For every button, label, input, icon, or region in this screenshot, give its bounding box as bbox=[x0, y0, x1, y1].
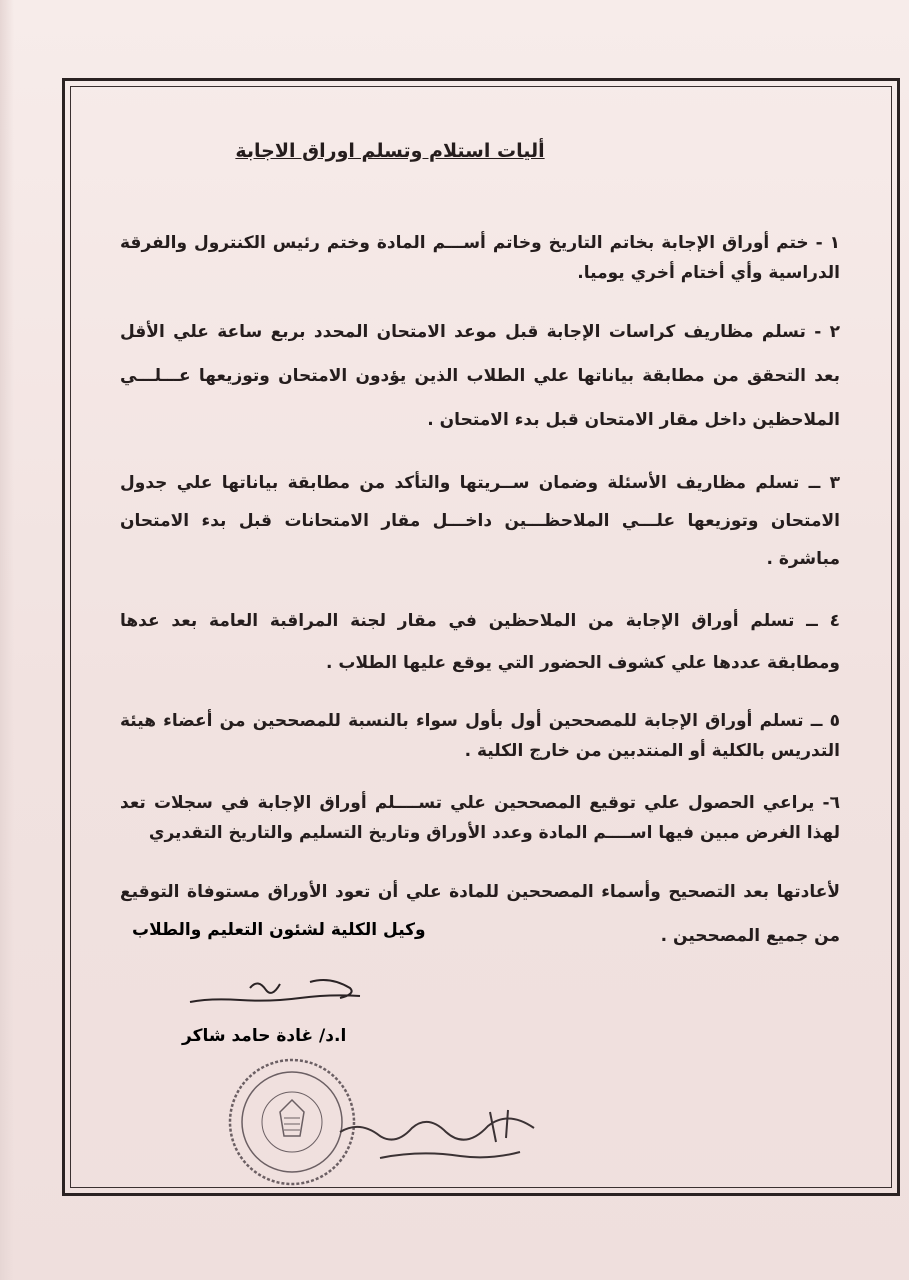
handwritten-signature bbox=[180, 958, 380, 1018]
document-title: أليات استلام وتسلم اوراق الاجابة bbox=[235, 140, 545, 162]
signature-block bbox=[120, 920, 840, 1046]
list-item-6-continuation: لأعادتها بعد التصحيح وأسماء المصححين للمادة علي أن تعود الأوراق مستوفاة التوقيع من جميع المصححين . bbox=[120, 882, 840, 946]
binding-edge bbox=[0, 0, 14, 1280]
list-item-2: ٢ - تسلم مظاريف كراسات الإجابة قبل موعد الامتحان المحدد بربع ساعة علي الأقل بعد التحقق من مطابقة بياناتها علي الطلاب الذين يؤدون الامتحان وتوزيعها عـــلـــي الملاحظين داخل مقار الامتحان قبل بدء الامتحان . bbox=[120, 322, 840, 430]
list-item-5: ٥ ــ تسلم أوراق الإجابة للمصححين أول بأول سواء بالنسبة للمصححين من أعضاء هيئة التدريس بالكلية أو المنتدبين من خارج الكلية . bbox=[120, 711, 840, 761]
list-item-4: ٤ ــ تسلم أوراق الإجابة من الملاحظين في مقار لجنة المراقبة العامة بعد عدها ومطابقة عددها علي كشوف الحضور التي يوقع عليها الطلاب . bbox=[120, 611, 840, 673]
list-item-1: ١ - ختم أوراق الإجابة بخاتم التاريخ وخاتم أســـم المادة وختم رئيس الكنترول والفرقة الدراسية وأي أختام أخري يوميا. bbox=[120, 233, 840, 283]
handwritten-approval-note bbox=[320, 1092, 560, 1182]
signatory-position: وكيل الكلية لشئون التعليم والطلاب bbox=[132, 920, 426, 940]
list-item-3: ٣ ــ تسلم مظاريف الأسئلة وضمان ســريتها والتأكد من مطابقة بياناتها علي جدول الامتحان وتوزيعها علـــي الملاحظـــين داخـــل مقار الامتحانات قبل بدء الامتحان مباشرة . bbox=[120, 473, 840, 569]
document-body bbox=[120, 140, 840, 980]
signatory-name: ا.د/ غادة حامد شاكر bbox=[182, 1026, 347, 1046]
list-item-6: ٦- يراعي الحصول علي توقيع المصححين علي تســــلم أوراق الإجابة في سجلات تعد لهذا الغرض مبين فيها اســــم المادة وعدد الأوراق وتاريخ التسليم والتاريخ التقديري bbox=[120, 793, 840, 843]
